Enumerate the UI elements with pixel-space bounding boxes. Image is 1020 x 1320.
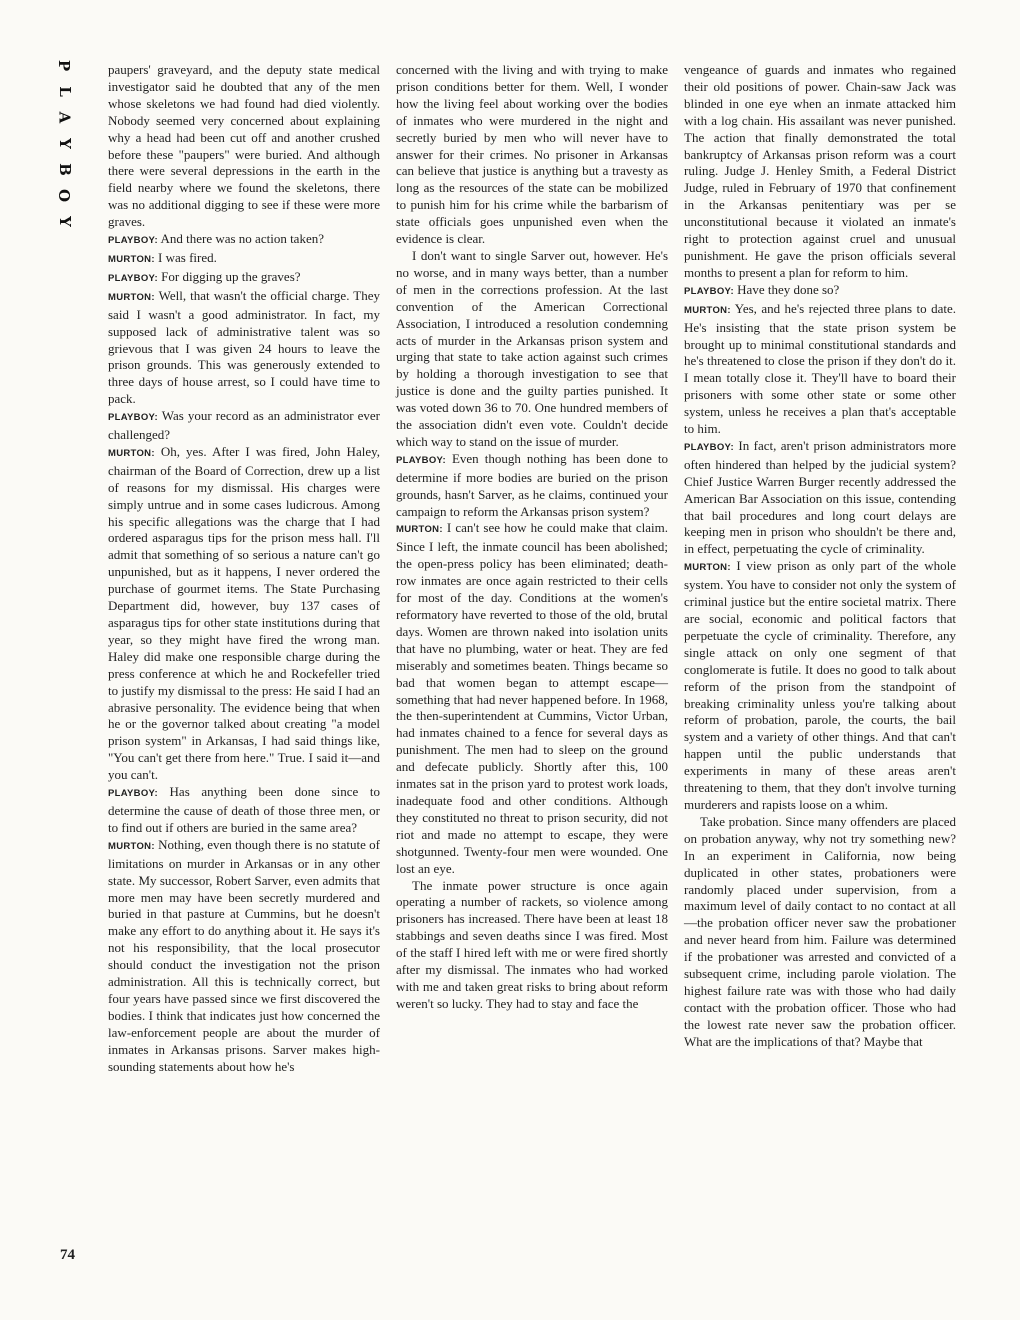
paragraph-text: In fact, aren't prison administrators more often hindered than helped by the judicial system? Chief Justice Warren Burger recently addressed the American Bar Association on this issue, contending that bail procedures and long court delays are keeping men in prison who shouldn't be there and, in effect, perpetuating the cycle of criminality. — [684, 437, 956, 557]
masthead-letter: Y — [55, 138, 74, 149]
speaker-label: PLAYBOY: — [108, 235, 158, 247]
speaker-label: MURTON: — [108, 840, 155, 852]
paragraph — [108, 784, 380, 837]
paragraph-text: I don't want to single Sarver out, however. He's no worse, and in many ways better, than a number of men in the corrections profession. At the last convention of the American Correctional Association, I introduced a resolution condemning acts of murder in the Arkansas prison system and urging that state to take action against such crimes by holding a thorough investigation to see that justice is done and the guilty parties punished. It was voted down 36 to 70. One hundred members of the association didn't even vote. Couldn't decide which way to stand on the issue of murder. — [396, 247, 668, 449]
speaker-label: PLAYBOY: — [108, 788, 158, 800]
paragraph-text: paupers' graveyard, and the deputy state medical investigator said he doubted that any of the men whose skeletons we had found had died violently. Nobody seemed very concerned about explaining why a head had been cut off and another crushed before these "paupers" were buried. And although there were several depressions in the earth in the field nearby where we found the skeletons, there was no additional digging to see if these were more graves. — [108, 62, 380, 230]
speaker-label: PLAYBOY: — [396, 454, 446, 466]
masthead-letter: B — [55, 163, 74, 176]
masthead-letter: Y — [55, 216, 74, 227]
paragraph-text: Nothing, even though there is no statute of limitations on murder in Arkansas or in any other state. My successor, Robert Sarver, even admits that more men may have been secretly murdered and buried in that pasture at Cummins, but he doesn't make any effort to do anything about it. He says it's not his responsibility, that the local prosecutor should conduct the investigation not the prison administration. All this is technically correct, but four years have passed since we first discovered the bodies. I think that indicates just how concerned the law-enforcement people are about the murder of inmates in Arkansas prisons. Sarver makes high-sounding statements about how he's — [108, 836, 381, 1074]
paragraph — [396, 248, 668, 451]
paragraph-text: concerned with the living and with trying to make prison conditions better for them. Well, I wonder how the living feel about working over the bodies of inmates who were murdered in the night and secretly buried by men who will never have to answer for their crimes. No prisoner in Arkansas can believe that justice is anything but a travesty as long as the resources of the state can be mobilized to punish him for his crime while the barbarism of state officials goes unpunished even when the evidence is clear. — [396, 62, 668, 247]
paragraph — [108, 269, 380, 288]
text-column-3 — [684, 62, 956, 1051]
paragraph-text: Take probation. Since many offenders are placed on probation anyway, why not try something new? In an experiment in California, now being duplicated in other states, probationers were randomly placed under supervision, from a maximum level of daily contact to no contact at all—the probation officer never saw the probationer and never heard from him. Failure was determined if the probationer was arrested and convicted of a subsequent crime, including parole violation. The highest failure rate was with those who had daily contact with the probation officer. Those who had the lowest rate never saw the probation officer. What are the implications of that? Maybe that — [684, 813, 956, 1049]
paragraph-text: Yes, and he's rejected three plans to date. He's insisting that the state prison system be brought up to minimal constitutional standards and he's threatened to close the prison if they don't do it. I mean totally close it. They'll have to board their prisoners with some other state or some other system, unless he receives a plan that's acceptable to him. — [684, 300, 956, 437]
paragraph-text: Oh, yes. After I was fired, John Haley, chairman of the Board of Correction, drew up a list of reasons for my dismissal. His charges were simply untrue and in some cases ludicrous. Among his specific allegations was the charge that I had ordered asparagus tips for the prison mess hall. I'll admit that something of so serious a nature can't go unpunished, but as it happens, I never ordered the purchase of gourmet items. The State Purchasing Department did, however, buy 137 cases of asparagus tips for other state institutions during that year, so they might have fired the wrong man. Haley did make one responsible charge during the press conference at which he and Rockefeller tried to justify my dismissal to the press: He said I had an abrasive personality. The evidence being that when he or the governor talked about creating "a model prison system" in Arkansas, I had said things like, "You can't get there from here." True. I said it—and you can't. — [108, 443, 380, 783]
paragraph — [684, 62, 956, 282]
paragraph-text: For digging up the graves? — [161, 268, 301, 284]
masthead-letter: L — [55, 86, 74, 97]
paragraph — [684, 814, 956, 1051]
magazine-masthead — [52, 58, 76, 229]
paragraph — [108, 288, 380, 408]
paragraph-text: I can't see how he could make that claim. Since I left, the inmate council has been abolished; the open-press policy has been eliminated; death-row inmates are once again restricted to their cells for most of the day. Conditions at the women's reformatory have reverted to those of the old, brutal days. Women are thrown naked into isolation units that have no plumbing, water or heat. They are fed miserably and sometimes beaten. Things became so bad that women began to attempt escape—something that had never happened before. In 1968, the then-superintendent at Cummins, Victor Urban, had inmates chained to a fence for several days as punishment. The men had to sleep on the ground and defecate publicly. Shortly after this, 100 inmates sat in the prison yard to protest work loads, inadequate food and other conditions. Although they constituted no threat to prison security, did not riot and made no attempt to escape, they were shotgunned. Twenty-four men were wounded. One lost an eye. — [396, 520, 668, 876]
speaker-label: PLAYBOY: — [684, 285, 734, 297]
paragraph — [684, 438, 956, 558]
speaker-label: PLAYBOY: — [684, 441, 734, 453]
speaker-label: MURTON: — [396, 524, 443, 536]
speaker-label: MURTON: — [684, 562, 731, 574]
paragraph-text: The inmate power structure is once again operating a number of rackets, so violence among prisoners has increased. There have been at least 18 stabbings and seven deaths since I was fired. Most of the staff I hired left with me or were fired shortly after my dismissal. The inmates who had worked with me and taken great risks to bring about reform weren't so lucky. They had to stay and face the — [396, 877, 668, 1011]
paragraph — [684, 301, 956, 438]
paragraph-text: vengeance of guards and inmates who regained their old positions of power. Chain-saw Jack was blinded in one eye when an inmate attacked him with a log chain. His assailant was never punished. The action that finally demonstrated the total bankruptcy of Arkansas prison reform was a court ruling. Judge J. Henley Smith, a Federal District Judge, ruled in February of 1970 that confinement in the Arkansas penitentiary was per se unconstitutional because it violated an inmate's right to protection against cruel and unusual punishment. He gave the prison officials several months to present a plan for reform to him. — [684, 62, 956, 280]
paragraph — [684, 282, 956, 301]
text-column-1 — [108, 62, 380, 1075]
paragraph-text: I view prison as only part of the whole system. You have to consider not only the system of criminal justice but the entire societal matrix. There are social, economic and political factors that perpetuate the cycle of criminality. Therefore, any single attack on only one segment of that conglomerate is futile. It does no good to talk about reform of the prison from the standpoint of breaking criminality unless you're talking about reform of probation, parole, the courts, the bail system and a variety of other things. And that can't happen until the public understands that experiments in many of these areas aren't threatening to them, that they don't involve turning murderers and rapists loose on a whim. — [684, 558, 956, 812]
text-column-2 — [396, 62, 668, 1013]
speaker-label: MURTON: — [108, 253, 155, 265]
paragraph — [108, 837, 380, 1076]
paragraph-text: Has anything been done since to determine the cause of death of those three men, or to find out if others are buried in the same area? — [108, 784, 381, 835]
masthead-letter: A — [55, 111, 74, 124]
paragraph — [108, 62, 380, 231]
masthead-letter: O — [55, 188, 74, 203]
paragraph — [684, 558, 956, 814]
paragraph-text: Well, that wasn't the official charge. They said I wasn't a good administrator. In fact, my supposed lack of administrative talent was so grievous that I was given 24 hours to leave the prison grounds. This was generously extended to three days of house arrest, so I could have time to pack. — [108, 287, 381, 407]
speaker-label: MURTON: — [684, 304, 731, 316]
page-number: 74 — [60, 1247, 75, 1263]
paragraph — [108, 250, 380, 269]
paragraph-text: And there was no action taken? — [160, 231, 324, 247]
speaker-label: MURTON: — [108, 447, 155, 459]
paragraph — [396, 878, 668, 1013]
paragraph-text: Even though nothing has been done to determine if more bodies are buried on the prison grounds, hasn't Sarver, as he claims, continued your campaign to reform the Arkansas prison system? — [396, 450, 668, 519]
paragraph — [108, 231, 380, 250]
paragraph-text: Have they done so? — [737, 281, 840, 297]
paragraph — [396, 62, 668, 248]
paragraph — [396, 520, 668, 877]
paragraph — [108, 408, 380, 444]
paragraph-text: Was your record as an administrator ever challenged? — [108, 408, 380, 443]
speaker-label: PLAYBOY: — [108, 272, 158, 284]
paragraph — [108, 444, 380, 784]
paragraph-text: I was fired. — [158, 249, 217, 265]
masthead-letter: P — [55, 59, 74, 72]
speaker-label: MURTON: — [108, 291, 155, 303]
speaker-label: PLAYBOY: — [108, 412, 158, 424]
paragraph — [396, 451, 668, 521]
